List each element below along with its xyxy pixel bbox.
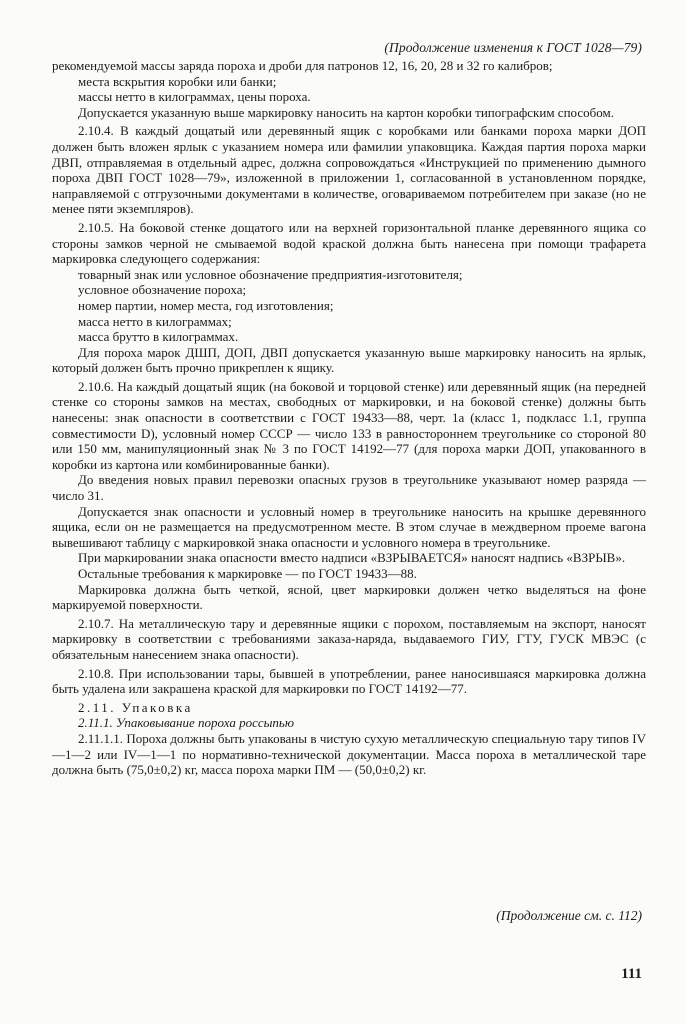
document-body: [52, 58, 646, 778]
paragraph: Маркировка должна быть четкой, ясной, цвет маркировки должен четко выделяться на фоне маркируемой поверхности.: [52, 581, 646, 613]
paragraph: Остальные требования к маркировке — по ГОСТ 19433—88.: [78, 566, 417, 581]
paragraph: 2.11. Упаковка: [78, 699, 193, 715]
paragraph: 2.10.4. В каждый дощатый или деревянный ящик с коробками или банками пороха марки ДОП должен быть вложен ярлык с указанием номера или фамилии упаковщика. Каждая партия пороха марки ДВП, отправляемая в отдельный адрес, должна сопровождаться «Инструкцией по применению дымного пороха ДВП ГОСТ 1028—79», изложенной в приложении 1, согласованной в установленном порядке, направляемой с отгрузочными документами в количестве, оговариваемом потребителем при заказе (но не менее пяти экземпляров).: [52, 123, 646, 217]
paragraph: 2.10.7. На металлическую тару и деревянные ящики с порохом, поставляемым на экспорт, наносят маркировку в соответствии с требованиями заказа-наряда, выдаваемого ГИУ, ГТУ, ГУСК МВЭС (с обязательным нанесением знака опасности).: [52, 615, 646, 662]
paragraph: 2.11.1. Упаковывание пороха россыпью: [78, 715, 294, 731]
paragraph: места вскрытия коробки или банки;: [78, 73, 277, 89]
paragraph: масса брутто в килограммах.: [78, 329, 239, 345]
paragraph: условное обозначение пороха;: [78, 282, 247, 298]
paragraph: рекомендуемой массы заряда пороха и дроби для патронов 12, 16, 20, 28 и 32 го калибров;: [52, 58, 553, 73]
paragraph: При маркировании знака опасности вместо надписи «ВЗРЫВАЕТСЯ» наносят надпись «ВЗРЫВ».: [78, 550, 626, 566]
running-header: (Продолжение изменения к ГОСТ 1028—79): [384, 40, 642, 55]
paragraph: массы нетто в килограммах, цены пороха.: [78, 89, 311, 105]
paragraph: 2.10.5. На боковой стенке дощатого или на верхней горизонтальной планке деревянного ящика со стороны замков черной не смываемой водой краской должна быть нанесена при помощи трафарета маркировка следующего содержания:: [52, 219, 646, 267]
paragraph: Допускается указанную выше маркировку наносить на картон коробки типографским способом.: [78, 104, 614, 120]
paragraph: 2.10.6. На каждый дощатый ящик (на боковой и торцовой стенке) или деревянный ящик (на передней стенке со стороны замков на местах, свободных от маркировки, и на боковой стенке) должны быть нанесены: знак опасности в соответствии с ГОСТ 19433—88, черт. 1а (класс 1, подкласс 1.1, группа совместимости D), условный номер СССР — число 133 в равностороннем треугольнике со стороной 80 или 150 мм, манипуляционный знак № 3 по ГОСТ 14192—77 (для пороха марки ДОП, упакованного в коробки из картона или комбинированные банки).: [52, 378, 646, 472]
paragraph: Для пороха марок ДШП, ДОП, ДВП допускается указанную выше маркировку наносить на ярлык, который должен быть прочно прикреплен к ящику.: [52, 344, 646, 376]
paragraph: 2.10.8. При использовании тары, бывшей в употреблении, ранее наносившаяся маркировка должна быть удалена или закрашена краской для маркировки по ГОСТ 14192—77.: [52, 665, 646, 697]
paragraph: 2.11.1.1. Пороха должны быть упакованы в чистую сухую металлическую специальную тару типов IV—1—2 или IV—1—1 по нормативно-технической документации. Масса пороха в металлической таре должна быть (75,0±0,2) кг, масса пороха марки ПМ — (50,0±0,2) кг.: [52, 730, 646, 778]
paragraph: номер партии, номер места, год изготовления;: [78, 297, 334, 313]
paragraph: масса нетто в килограммах;: [78, 313, 232, 329]
paragraph: Допускается знак опасности и условный номер в треугольнике наносить на крышке деревянного ящика, если он не размещается на предусмотренном месте. В этом случае в междверном проеме вагона вывешивают таблицу с маркировкой знака опасности и условного номера в треугольнике.: [52, 503, 646, 550]
continuation-note: (Продолжение см. с. 112): [496, 908, 642, 923]
paragraph: товарный знак или условное обозначение предприятия-изготовителя;: [78, 266, 463, 282]
paragraph: До введения новых правил перевозки опасных грузов в треугольнике указывают номер разряда — число 31.: [52, 472, 646, 504]
page-number: 111: [621, 966, 642, 982]
